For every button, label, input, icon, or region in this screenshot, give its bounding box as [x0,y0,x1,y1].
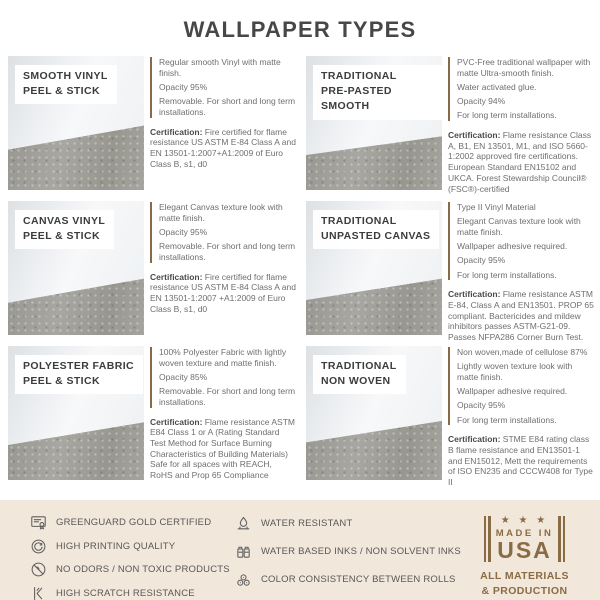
feature-item [30,561,235,578]
water-based-inks-icon [235,543,252,560]
water-resistant-icon [235,515,252,532]
feature-item [235,571,467,588]
certification-label: Certification: [448,434,503,445]
panel-certification: Certification: Fire certified for flame resistance US ASTM E-84 Class A and EN 13501-1:2007 +A1:2009 of Euro Class B, s1, d0 [150,271,296,314]
wallpaper-sample-image [306,346,442,480]
feature-item [235,543,467,560]
feature-item [235,515,467,532]
wallpaper-sample-image [8,346,144,480]
printing-quality-icon [30,538,47,555]
panel-description: Type II Vinyl Material Elegant Canvas texture look with matte finish. Wallpaper adhesive required. Opacity 95% For long term installations. [448,202,594,280]
feature-label: COLOR CONSISTENCY BETWEEN ROLLS [261,574,456,585]
usa-text: USA [497,537,552,564]
panel-description: 100% Polyester Fabric with lightly woven texture and matte finish. Opacity 85% Removable. For short and long term installations. [150,347,296,408]
panel-label: CANVAS VINYL PEEL & STICK [15,210,114,249]
panel-label: SMOOTH VINYL PEEL & STICK [15,65,117,104]
panel-description: Regular smooth Vinyl with matte finish. Opacity 95% Removable. For short and long term installations. [150,57,296,118]
badge-left-bars-icon [484,516,491,562]
panel-text [448,346,598,488]
panel-description: PVC-Free traditional wallpaper with matte Ultra-smooth finish. Water activated glue. Opacity 94% For long term installations. [448,57,594,121]
panel-description: Non woven,made of cellulose 87% Lightly woven texture look with matte finish. Wallpaper adhesive required. Opacity 95% For long term installations. [448,347,594,425]
wallpaper-sample-image [306,56,442,190]
page-title: WALLPAPER TYPES [183,17,417,42]
panel-label: TRADITIONAL UNPASTED CANVAS [313,210,439,249]
feature-item [30,585,235,600]
certification-label: Certification: [150,271,205,282]
feature-label: GREENGUARD GOLD CERTIFIED [56,517,212,528]
stars-icon: ★ ★ ★ [500,515,549,526]
scratch-resistance-icon [30,585,47,600]
panel-text [150,346,300,481]
wallpaper-panels-grid [0,56,600,488]
certification-label: Certification: [150,416,205,427]
footer-features-right [235,514,467,600]
feature-label: HIGH SCRATCH RESISTANCE [56,587,195,599]
feature-item [30,538,235,555]
certification-label: Certification: [448,130,503,141]
certification-label: Certification: [448,289,503,300]
greenguard-icon [30,514,47,531]
footer-features-left [30,514,235,600]
feature-item [30,514,235,531]
footer [0,500,600,600]
wallpaper-sample-image [8,56,144,190]
feature-label: HIGH PRINTING QUALITY [56,540,176,552]
made-in-usa-logo [484,516,566,562]
made-in-text: MADE IN [495,528,554,539]
panel-text [150,201,300,336]
wallpaper-sample-image [306,201,442,335]
panel-label: POLYESTER FABRIC PEEL & STICK [15,355,143,394]
made-in-usa-badge-area [467,514,582,600]
panel-text [448,201,598,343]
certification-label: Certification: [150,126,205,137]
panel-description: Elegant Canvas texture look with matte finish. Opacity 95% Removable. For short and long term installations. [150,202,296,263]
feature-label: WATER BASED INKS / NON SOLVENT INKS [261,546,461,557]
feature-label: NO ODORS / NON TOXIC PRODUCTS [56,564,230,575]
panel-text [448,56,598,194]
feature-label: WATER RESISTANT [261,518,353,529]
panel-certification: Certification: STME E84 rating class B flame resistance and EN13501-1 and EN15012, Mett the requirements of ISO EN235 and CCCW408 for Type II [448,434,593,488]
badge-subtitle: ALL MATERIALS & PRODUCTION [480,570,569,597]
color-consistency-icon [235,571,252,588]
panel-certification: Certification: Flame resistance ASTM E84 Class 1 or A (Rating Standard Test Method for Surface Burning Characteristics of Building Materials) Safe for all spaces with REACH, RoHS and Prop 65 Compliance [150,416,296,481]
panel-label: TRADITIONAL NON WOVEN [313,355,406,394]
panel-certification: Certification: Flame resistance Class A, B1, EN 13501, M1, and ISO 5660-1:2002 approved fire certifications. European Standard EN15102 and UKCA. Forest Stewardship Council® (FSC®)-certified [448,130,592,194]
panel-certification: Certification: Flame resistance ASTM E-84, Class A and EN13501. PROP 65 compliant. Bactericides and mildew inhibitors passes ASTM-G21-09. Passes NFPA286 Corner Burn Test. [448,289,594,343]
no-odors-icon [30,561,47,578]
panel-label: TRADITIONAL PRE-PASTED SMOOTH [313,65,442,120]
wallpaper-sample-image [8,201,144,335]
made-in-usa-badge [480,516,569,598]
panel-text [150,56,300,191]
panel-certification: Certification: Fire certified for flame resistance US ASTM E-84 Class A and EN 13501-1:2007+A1:2009 of Euro Class B, s1, d0 [150,126,296,169]
badge-right-bars-icon [558,516,565,562]
